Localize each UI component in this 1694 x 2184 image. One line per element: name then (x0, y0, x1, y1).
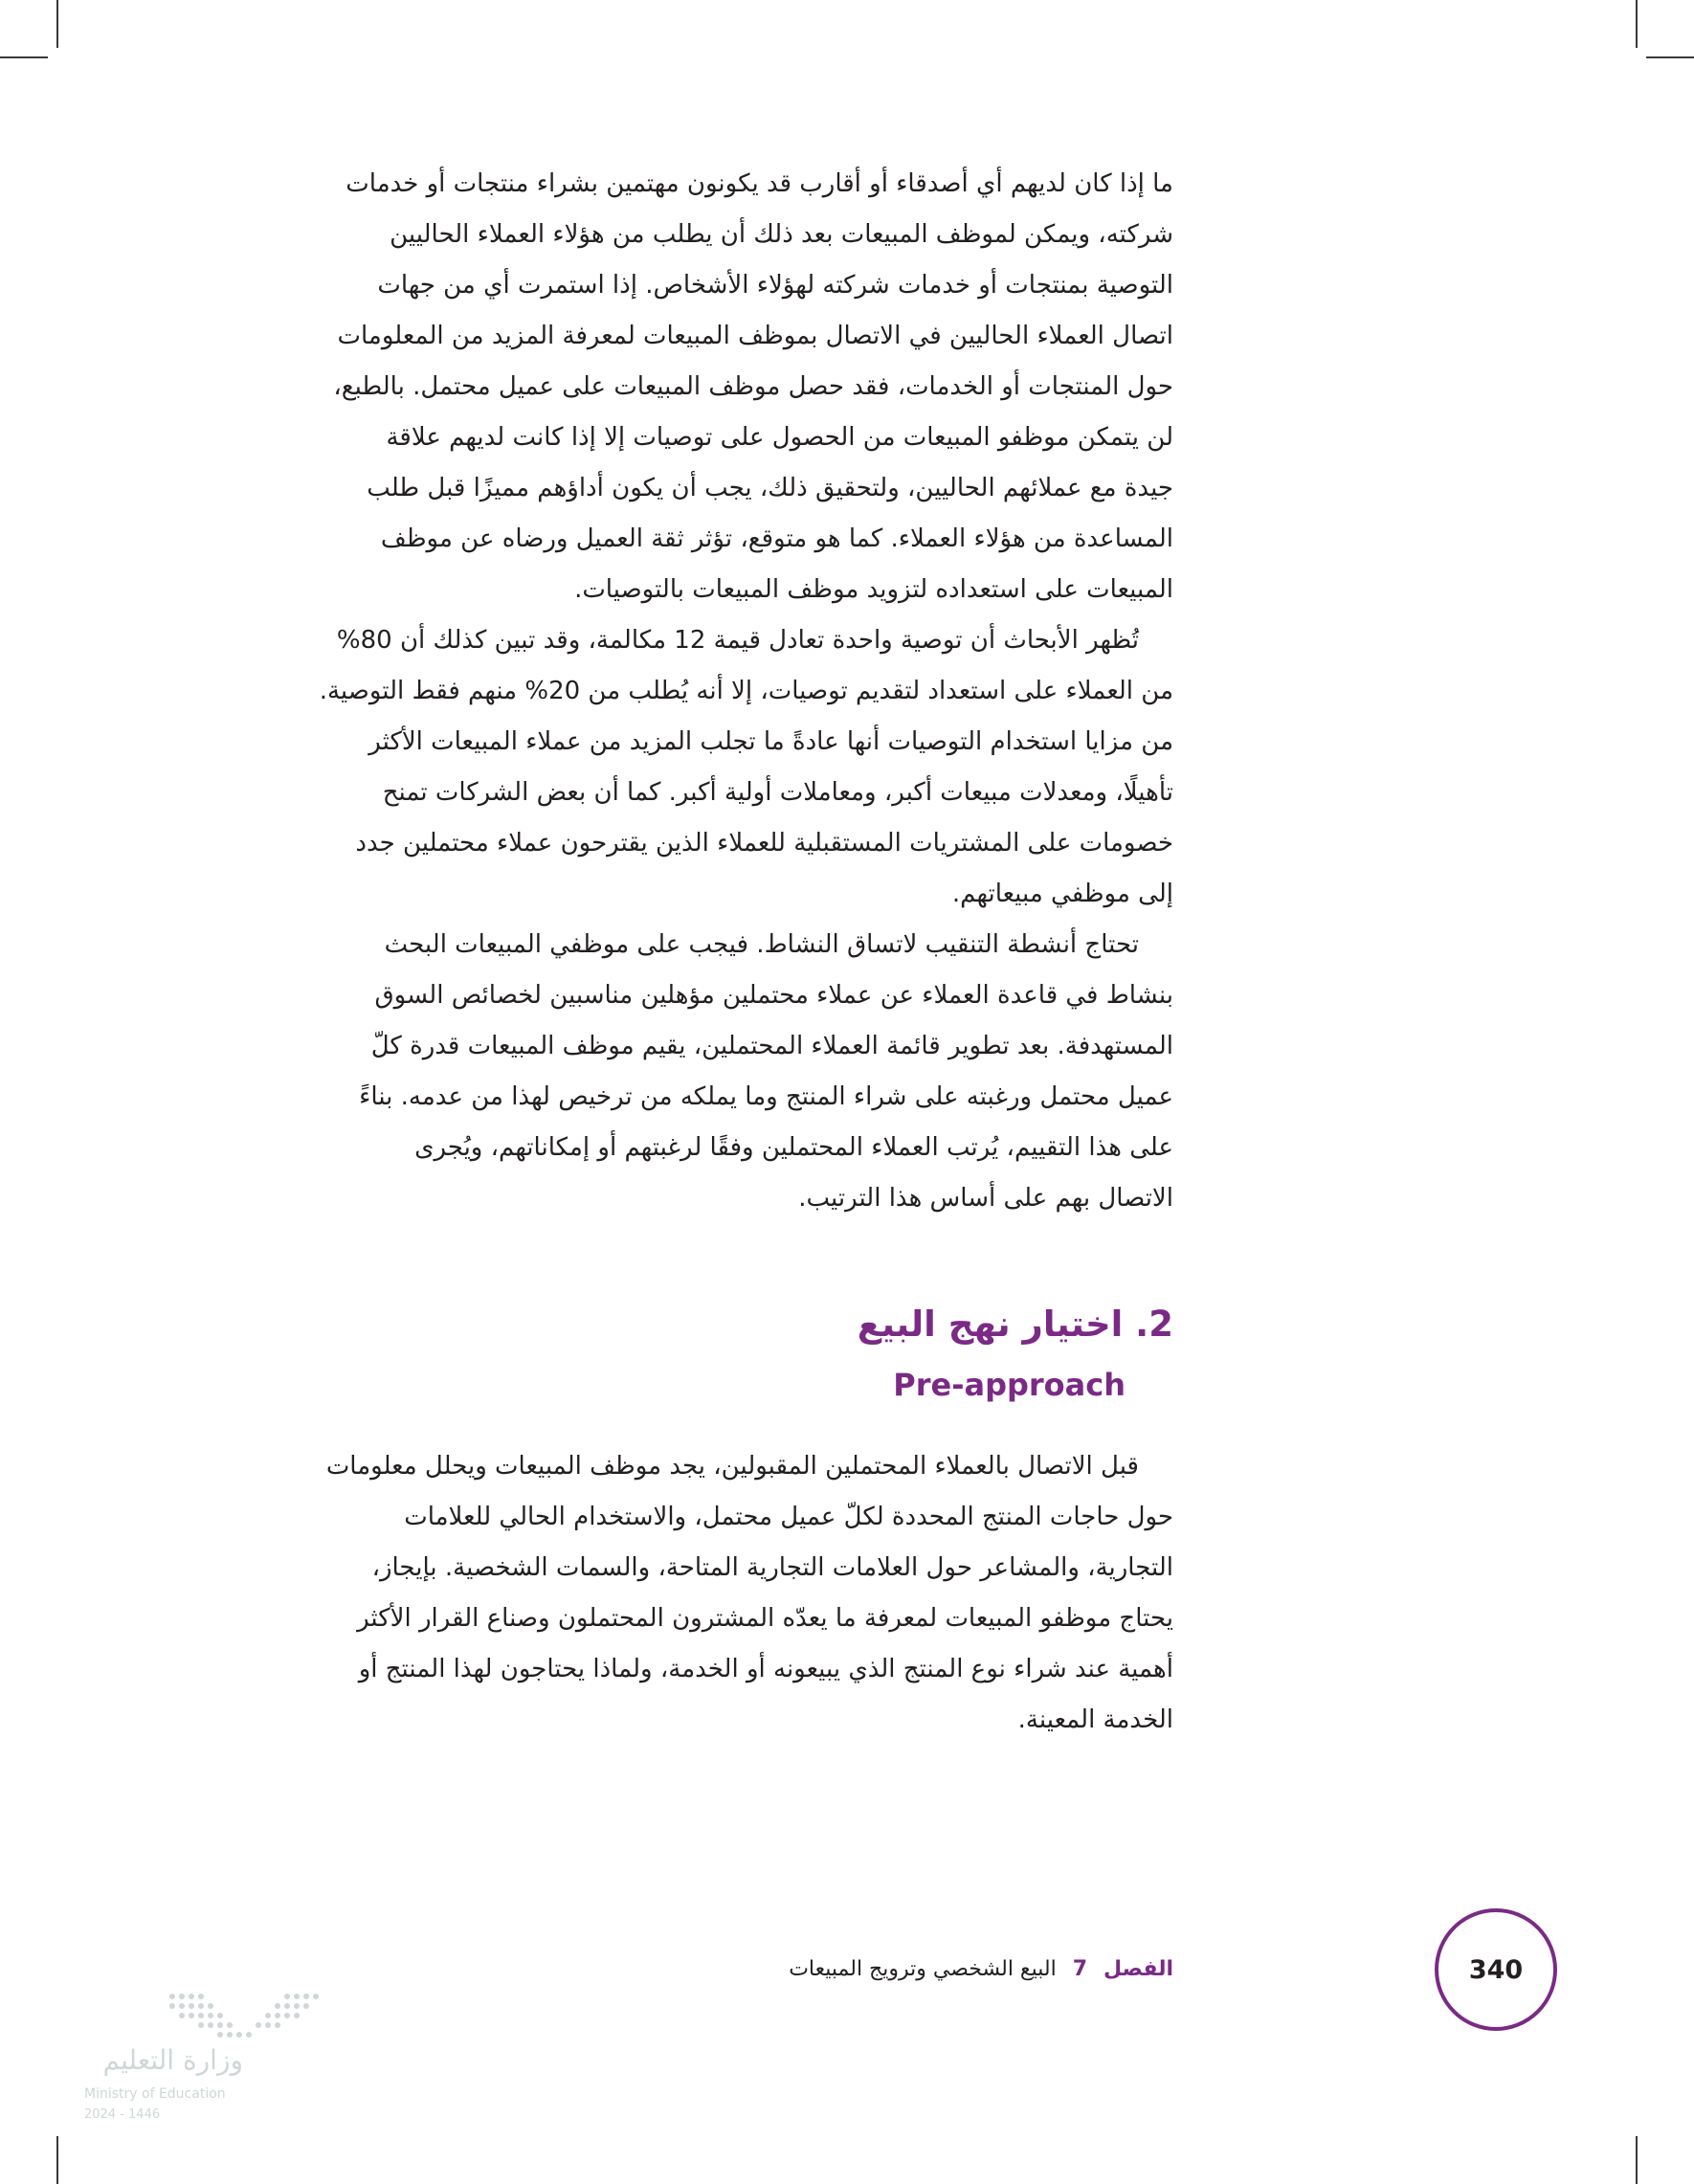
logo-english-text: Ministry of Education (84, 2086, 226, 2102)
text-line: أهمية عند شراء نوع المنتج الذي يبيعونه أو الخدمة، ولماذا يحتاجون لهذا المنتج أو (358, 1655, 1173, 1683)
text-line: خصومات على المشتريات المستقبلية للعملاء الذين يقترحون عملاء محتملين جدد (355, 829, 1173, 858)
text-line: التوصية بمنتجات أو خدمات شركته لهؤلاء الأشخاص. إذا استمرت أي من جهات (377, 271, 1173, 300)
chapter-number: 7 (1072, 1957, 1088, 1981)
text-line: شركته، ويمكن لموظف المبيعات بعد ذلك أن يطلب من هؤلاء العملاء الحاليين (390, 220, 1173, 249)
text-line: على هذا التقييم، يُرتب العملاء المحتملين وفقًا لرغبتهم أو إمكاناتهم، ويُجرى (414, 1133, 1173, 1162)
text-line: يحتاج موظفو المبيعات لمعرفة ما يعدّه المشترون المحتملون وصناع القرار الأكثر (357, 1604, 1173, 1633)
text-line: تأهيلًا، ومعدلات مبيعات أكبر، ومعاملات أولية أكبر. كما أن بعض الشركات تمنح (382, 778, 1173, 807)
crop-mark-bottom-right-vertical (1636, 2136, 1638, 2184)
text-line: من العملاء على استعداد لتقديم توصيات، إلا أنه يُطلب من 20% منهم فقط التوصية. (319, 677, 1173, 705)
footer-chapter (789, 1957, 1173, 1981)
text-line: عميل محتمل ورغبته على شراء المنتج وما يملكه من ترخيص لهذا من عدمه. بناءً (359, 1082, 1173, 1111)
text-line: المساعدة من هؤلاء العملاء. كما هو متوقع، تؤثر ثقة العميل ورضاه عن موظف (380, 524, 1173, 553)
section-paragraph (205, 1441, 1173, 1746)
crop-mark-bottom-left-vertical (56, 2136, 58, 2184)
text-line: إلى موظفي مبيعاتهم. (951, 880, 1173, 908)
text-line: حول حاجات المنتج المحددة لكلّ عميل محتمل، والاستخدام الحالي للعلامات (404, 1503, 1173, 1531)
text-line: المبيعات على استعداده لتزويد موظف المبيعات بالتوصيات. (574, 575, 1173, 604)
crop-mark-top-left-vertical (56, 0, 58, 48)
text-line: الاتصال بهم على أساس هذا الترتيب. (798, 1184, 1173, 1213)
crop-mark-top-right-vertical (1636, 0, 1638, 48)
crop-mark-top-right-horizontal (1646, 56, 1694, 58)
text-line: التجارية، والمشاعر حول العلامات التجارية المتاحة، والسمات الشخصية. بإيجاز، (371, 1553, 1173, 1582)
logo-dots-icon (167, 1987, 320, 2040)
text-line: قبل الاتصال بالعملاء المحتملين المقبولين، يجد موظف المبيعات ويحلل معلومات (325, 1452, 1139, 1481)
page-number: 340 (1435, 1908, 1557, 2031)
logo-arabic-text: وزارة التعليم (102, 2044, 243, 2076)
text-line: ما إذا كان لديهم أي أصدقاء أو أقارب قد يكونون مهتمين بشراء منتجات أو خدمات (345, 169, 1173, 198)
text-line: الخدمة المعينة. (1017, 1705, 1173, 1734)
chapter-title: البيع الشخصي وترويج المبيعات (789, 1957, 1057, 1981)
paragraph-1 (205, 159, 1173, 615)
crop-mark-top-left-horizontal (0, 56, 48, 58)
chapter-label: الفصل (1103, 1957, 1173, 1981)
text-line: لن يتمكن موظفو المبيعات من الحصول على توصيات إلا إذا كانت لديهم علاقة (386, 423, 1173, 452)
text-line: جيدة مع عملائهم الحاليين، ولتحقيق ذلك، يجب أن يكون أداؤهم مميزًا قبل طلب (367, 474, 1173, 502)
text-line: اتصال العملاء الحاليين في الاتصال بموظف المبيعات لمعرفة المزيد من المعلومات (337, 322, 1173, 350)
text-line: تُظهر الأبحاث أن توصية واحدة تعادل قيمة 12 مكالمة، وقد تبين كذلك أن 80% (336, 626, 1139, 655)
paragraph-3 (205, 920, 1173, 1224)
text-line: تحتاج أنشطة التنقيب لاتساق النشاط. فيجب على موظفي المبيعات البحث (384, 930, 1139, 959)
ministry-logo (84, 1987, 323, 2150)
paragraph-2 (205, 615, 1173, 920)
section-heading: 2. اختيار نهج البيع (857, 1304, 1173, 1345)
logo-year-text: 2024 - 1446 (84, 2107, 161, 2122)
text-line: حول المنتجات أو الخدمات، فقد حصل موظف المبيعات على عميل محتمل. بالطبع، (333, 372, 1173, 401)
text-line: بنشاط في قاعدة العملاء عن عملاء محتملين مؤهلين مناسبين لخصائص السوق (374, 981, 1173, 1010)
text-line: المستهدفة. بعد تطوير قائمة العملاء المحتملين، يقيم موظف المبيعات قدرة كلّ (370, 1032, 1173, 1060)
section-subheading: Pre-approach (893, 1367, 1126, 1403)
text-line: من مزايا استخدام التوصيات أنها عادةً ما تجلب المزيد من عملاء المبيعات الأكثر (368, 727, 1173, 756)
